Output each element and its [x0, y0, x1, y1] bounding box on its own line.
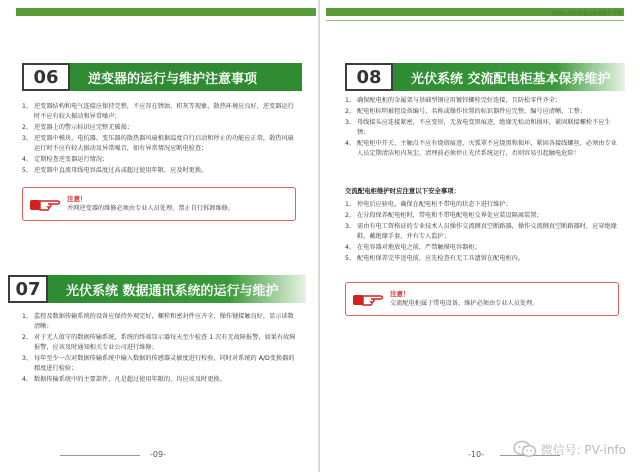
- note-text: 交流配电柜属于带电设备，维护必须由专业人员处理。: [390, 300, 539, 307]
- section-06-header: [22, 63, 302, 91]
- list-item: 4、 数据传输系统中的主要部件，凡是超过使用年限的，均应该及时更换。: [22, 376, 226, 383]
- list-item: 1、 停电后应验电，确保在配电柜不带电的状态下进行维护；: [345, 201, 512, 208]
- section-07-list: [22, 312, 298, 386]
- note-title: 注意！: [67, 195, 87, 203]
- page-number: -10-: [468, 450, 484, 459]
- wechat-logo-icon: [513, 440, 537, 458]
- safety-list: [345, 200, 621, 265]
- list-item: 3、 母线接头应连接紧密，不应变形，无放电变黑痕迹，绝缘无松动和损坏，紧固联接螺栓不应生锈；: [345, 119, 611, 136]
- list-item: 3、 逆变器中模块、电抗器、变压器的散热器风扇根据温度自行启动和停止的功能应正常，散热风扇运行时不应有较大振动及异常噪音，如有异常情况应断电检查；: [22, 135, 294, 152]
- page-number: -09-: [150, 450, 166, 459]
- caution-note-06: [22, 187, 296, 221]
- section-07-header: [8, 275, 308, 303]
- section-number: 08: [345, 63, 393, 91]
- list-item: 3、 需由有电工资格证的专业技术人员操作交流侧真空断路器，操作交流侧真空断路器时，应穿绝缘鞋，戴绝缘手套，并有专人监护；: [345, 223, 617, 240]
- top-green-bar-left: [16, 8, 316, 16]
- list-item: 1、 确保配电柜的金属架与基础型钢应用镀锌螺栓完好连接，且防松零件齐全；: [345, 97, 562, 104]
- running-header: 蓝翔公司光伏电站系统维护手册: [551, 11, 622, 17]
- list-item: 1、 监控及数据传输系统的设备应保持外观完好，螺栓和密封件应齐全，操作键接触良好，显示读数清晰；: [22, 313, 294, 330]
- section-title: 光伏系统 数据通讯系统的运行与维护: [48, 275, 306, 303]
- list-item: 3、 每年至少一次对数据传输系统中输入数据的传感器灵敏度进行校验，同时对系统的 A/D变换器的精度进行检验；: [22, 355, 295, 372]
- list-item: 2、 逆变器上的警示标识应完整无破损；: [22, 124, 133, 131]
- list-item: 2、 在分段保养配电柜时，带电和不带电配电柜交界处应装设隔离装置；: [345, 212, 543, 219]
- safety-subtitle: 交流配电柜维护时应注意以下安全事项：: [345, 187, 461, 195]
- section-06-list: [22, 102, 298, 177]
- page-number-rule-left: [60, 455, 140, 456]
- list-item: 5、 配电柜保养完毕送电前，应先检查有无工具遗留在配电柜内。: [345, 255, 525, 262]
- note-title: 注意！: [390, 290, 410, 298]
- note-text: 并网逆变器的维修必须由专业人员处理，禁止自行拆卸维修。: [67, 205, 235, 212]
- watermark-text: 微信号: PV-info: [540, 442, 626, 457]
- left-page: [0, 0, 318, 472]
- list-item: 2、 配电柜标明被控设备编号、名称或操作位置的标识器件应完整，编号应清晰、工整；: [345, 108, 586, 115]
- list-item: 4、 在电容器对地放电之前，严禁触摸电容器柜；: [345, 244, 481, 251]
- pointing-hand-icon: [346, 283, 390, 315]
- section-08-list: [345, 96, 621, 160]
- list-item: 1、 逆变器结构和电气连接应保持完整，不应存在锈蚀、积灰等现象，散热环境应良好，逆变器运行时不应有较大振动和异常噪声；: [22, 103, 294, 120]
- pointing-hand-icon: [23, 188, 67, 220]
- section-number: 07: [8, 275, 48, 303]
- list-item: 4、 配电柜中开关、主触点不应有烧熔痕迹，灭弧罩不应烧黑和损坏，紧固各接线螺丝，必须由专业人员定期清洁柜内灰尘，清理前必须停止光伏系统运行，否则容易引起触电危险！: [345, 140, 617, 157]
- section-number: 06: [22, 63, 70, 91]
- list-item: 2、 对于无人值守的数据传输系统，系统的终端显示器每天至少检查 1 次有无故障报警，如果有故障报警，应该及时通知相关专业公司进行维修；: [22, 334, 296, 351]
- list-item: 5、 逆变器中直流母线电容温度过高或超过使用年限，应及时更换。: [22, 167, 208, 174]
- wechat-watermark: [513, 440, 626, 458]
- section-title: 光伏系统 交流配电柜基本保养维护: [393, 63, 625, 91]
- header-rule: [326, 20, 624, 21]
- list-item: 4、 定期检查逆变器运行情况；: [22, 156, 109, 163]
- section-title: 逆变器的运行与维护注意事项: [70, 63, 302, 91]
- caution-note-08: [345, 282, 619, 316]
- section-08-header: [345, 63, 625, 91]
